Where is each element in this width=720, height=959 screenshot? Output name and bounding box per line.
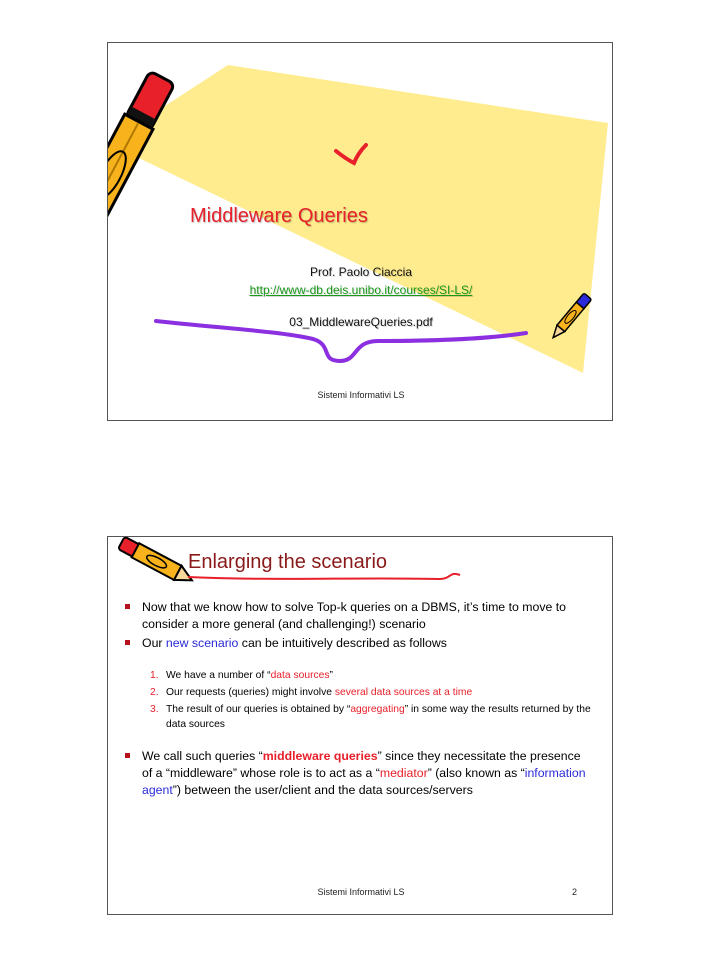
title-underline: [188, 574, 460, 579]
bullet-item: [122, 599, 592, 633]
list-number: 1.: [150, 670, 159, 681]
course-url-link[interactable]: http://www-db.deis.unibo.it/courses/SI-LS/: [249, 283, 473, 297]
slide2-footer: Sistemi Informativi LS: [317, 887, 405, 897]
title-slide: [107, 42, 613, 421]
list-text: ”: [329, 670, 333, 681]
bullet-item: [122, 748, 592, 799]
bullet-text: ”) between the user/client and the data sources/servers: [172, 783, 473, 797]
bullet-text: ” since they necessitate the presence of a “middleware” whose role is to act as a “: [142, 749, 581, 780]
list-text: The result of our queries is obtained by “: [166, 704, 351, 715]
content-slide: [107, 536, 613, 915]
slide1-artwork: [108, 43, 613, 421]
bullet-marker: [125, 604, 130, 609]
list-item: [150, 685, 592, 700]
slide1-filename: 03_MiddlewareQueries.pdf: [289, 315, 433, 329]
bullet-text: Now that we know how to solve Top-k queries on a DBMS, it’s time to move to consider a more general (and challenging!) scenario: [142, 600, 566, 631]
page-number: 2: [572, 887, 578, 897]
slide1-author: Prof. Paolo Ciaccia: [309, 265, 413, 279]
list-highlight: aggregating: [350, 704, 405, 715]
information-agent-highlight: information agent: [142, 766, 586, 797]
bullet-item: [122, 635, 592, 652]
middleware-queries-highlight: middleware queries: [262, 749, 378, 763]
list-highlight: data sources: [270, 670, 330, 681]
slide2-title: Enlarging the scenario: [188, 551, 388, 573]
list-item: [150, 668, 592, 683]
list-number: 2.: [150, 687, 159, 698]
bullet-text: ” (also known as “: [427, 766, 525, 780]
list-highlight: several data sources at a time: [334, 687, 473, 698]
slide1-footer: Sistemi Informativi LS: [317, 390, 405, 400]
bullet-text: We call such queries “: [142, 749, 263, 763]
list-item: [150, 702, 592, 732]
bullet-marker: [125, 640, 130, 645]
list-text: Our requests (queries) might involve: [166, 687, 335, 698]
numbered-list: [150, 668, 592, 732]
slide1-title: Middleware Queries: [190, 205, 368, 227]
list-number: 3.: [150, 704, 159, 715]
mediator-highlight: mediator: [379, 766, 428, 780]
bullet-list: [122, 599, 592, 801]
bullet-text-pre: Our: [142, 636, 166, 650]
new-scenario-highlight: new scenario: [165, 636, 239, 650]
list-text: ” in some way the results returned by the data sources: [166, 704, 591, 730]
pencil-header-icon: [118, 537, 196, 587]
list-text: We have a number of “: [166, 670, 271, 681]
bullet-text-post: can be intuitively described as follows: [238, 636, 447, 650]
bullet-marker: [125, 753, 130, 758]
